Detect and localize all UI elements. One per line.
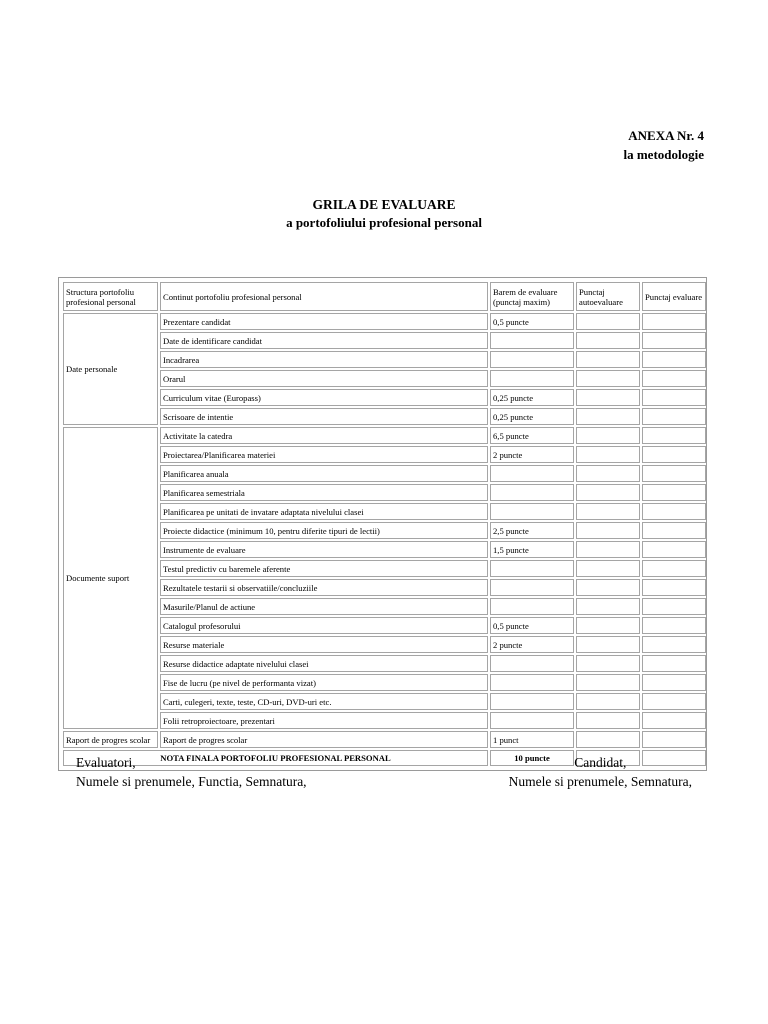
self-score-cell (576, 617, 640, 634)
candidate-label: Candidat, (574, 755, 627, 770)
barem-value: 0,25 puncte (490, 389, 574, 406)
eval-score-cell (642, 484, 706, 501)
table-row (63, 560, 706, 577)
table-header-row (63, 282, 706, 311)
eval-score-cell (642, 636, 706, 653)
eval-score-cell (642, 408, 706, 425)
content-item: Resurse materiale (160, 636, 488, 653)
self-score-cell (576, 465, 640, 482)
self-score-cell (576, 522, 640, 539)
self-score-cell (576, 370, 640, 387)
content-item: Proiectarea/Planificarea materiei (160, 446, 488, 463)
table-row (63, 408, 706, 425)
barem-value (490, 655, 574, 672)
table-row (63, 313, 706, 330)
barem-value: 0,5 puncte (490, 313, 574, 330)
eval-score-cell (642, 522, 706, 539)
table-row (63, 503, 706, 520)
barem-value: 1,5 puncte (490, 541, 574, 558)
barem-value (490, 503, 574, 520)
table-row (63, 693, 706, 710)
evaluators-fields: Numele si prenumele, Functia, Semnatura, (76, 774, 307, 789)
annex-number: ANEXA Nr. 4 (628, 128, 704, 143)
table-row (63, 351, 706, 368)
self-score-cell (576, 313, 640, 330)
self-score-cell (576, 560, 640, 577)
barem-value: 0,5 puncte (490, 617, 574, 634)
evaluators-signature-block (76, 753, 307, 791)
header-barem: Barem de evaluare (punctaj maxim) (490, 282, 574, 311)
title-line-1: GRILA DE EVALUARE (312, 197, 456, 212)
content-item: Folii retroproiectoare, prezentari (160, 712, 488, 729)
content-item: Planificarea pe unitati de invatare adaptata nivelului clasei (160, 503, 488, 520)
table-row (63, 465, 706, 482)
self-score-cell (576, 674, 640, 691)
document-title (0, 196, 768, 232)
barem-value (490, 579, 574, 596)
table-row (63, 598, 706, 615)
content-item: Scrisoare de intentie (160, 408, 488, 425)
barem-value (490, 674, 574, 691)
table-row (63, 332, 706, 349)
content-item: Planificarea semestriala (160, 484, 488, 501)
eval-score-cell (642, 693, 706, 710)
content-item: Prezentare candidat (160, 313, 488, 330)
barem-value: 0,25 puncte (490, 408, 574, 425)
self-score-cell (576, 598, 640, 615)
self-score-cell (576, 655, 640, 672)
self-score-cell (576, 351, 640, 368)
self-score-cell (576, 636, 640, 653)
content-item: Masurile/Planul de actiune (160, 598, 488, 615)
table-row (63, 370, 706, 387)
barem-value: 2 puncte (490, 446, 574, 463)
section-name: Date personale (63, 313, 158, 425)
content-item: Carti, culegeri, texte, teste, CD-uri, DVD-uri etc. (160, 693, 488, 710)
table-row (63, 446, 706, 463)
barem-value: 2,5 puncte (490, 522, 574, 539)
eval-score-cell (642, 674, 706, 691)
eval-score-cell (642, 541, 706, 558)
content-item: Instrumente de evaluare (160, 541, 488, 558)
barem-value (490, 332, 574, 349)
eval-score-cell (642, 731, 706, 748)
candidate-signature-block (509, 753, 692, 791)
table-row (63, 484, 706, 501)
barem-value (490, 712, 574, 729)
eval-score-cell (642, 598, 706, 615)
total-value: 10 puncte (490, 750, 574, 766)
section-name: Raport de progres scolar (63, 731, 158, 748)
self-score-cell (576, 731, 640, 748)
content-item: Testul predictiv cu baremele aferente (160, 560, 488, 577)
evaluation-table (61, 280, 708, 768)
eval-score-cell (642, 655, 706, 672)
content-item: Catalogul profesorului (160, 617, 488, 634)
self-score-cell (576, 712, 640, 729)
content-item: Resurse didactice adaptate nivelului clasei (160, 655, 488, 672)
annex-header (623, 126, 704, 164)
section-name: Documente suport (63, 427, 158, 729)
eval-score-cell (642, 370, 706, 387)
content-item: Incadrarea (160, 351, 488, 368)
table-row (63, 579, 706, 596)
barem-value (490, 465, 574, 482)
barem-value: 6,5 puncte (490, 427, 574, 444)
candidate-fields: Numele si prenumele, Semnatura, (508, 774, 692, 789)
barem-value (490, 560, 574, 577)
eval-score-cell (642, 351, 706, 368)
self-score-cell (576, 427, 640, 444)
barem-value: 1 punct (490, 731, 574, 748)
eval-score-cell (642, 712, 706, 729)
table-row (63, 541, 706, 558)
content-item: Fise de lucru (pe nivel de performanta vizat) (160, 674, 488, 691)
header-structure: Structura portofoliu profesional personal (63, 282, 158, 311)
eval-score-cell (642, 560, 706, 577)
annex-subtitle: la metodologie (623, 147, 704, 162)
barem-value (490, 370, 574, 387)
title-line-2: a portofoliului profesional personal (286, 215, 482, 230)
self-score-cell (576, 503, 640, 520)
content-item: Activitate la catedra (160, 427, 488, 444)
content-item: Proiecte didactice (minimum 10, pentru diferite tipuri de lectii) (160, 522, 488, 539)
total-label: NOTA FINALA PORTOFOLIU PROFESIONAL PERSONAL (63, 750, 488, 766)
self-score-cell (576, 389, 640, 406)
header-self-score: Punctaj autoevaluare (576, 282, 640, 311)
content-item: Rezultatele testarii si observatiile/concluziile (160, 579, 488, 596)
barem-value (490, 693, 574, 710)
content-item: Raport de progres scolar (160, 731, 488, 748)
content-item: Orarul (160, 370, 488, 387)
eval-score-cell (642, 503, 706, 520)
eval-score-cell (642, 617, 706, 634)
header-eval-score: Punctaj evaluare (642, 282, 706, 311)
eval-score-cell (642, 332, 706, 349)
eval-score-cell (642, 427, 706, 444)
eval-score-cell (642, 313, 706, 330)
self-score-cell (576, 541, 640, 558)
table-row (63, 427, 706, 444)
self-score-cell (576, 408, 640, 425)
self-score-cell (576, 693, 640, 710)
content-item: Date de identificare candidat (160, 332, 488, 349)
table-row (63, 617, 706, 634)
table-row (63, 522, 706, 539)
barem-value: 2 puncte (490, 636, 574, 653)
self-score-cell (576, 484, 640, 501)
content-item: Curriculum vitae (Europass) (160, 389, 488, 406)
self-score-cell (576, 579, 640, 596)
header-content: Continut portofoliu profesional personal (160, 282, 488, 311)
eval-score-cell (642, 446, 706, 463)
evaluators-label: Evaluatori, (76, 755, 136, 770)
evaluation-grid (58, 277, 707, 771)
eval-score-cell (642, 465, 706, 482)
eval-score-cell (642, 389, 706, 406)
self-score-cell (576, 332, 640, 349)
barem-value (490, 598, 574, 615)
table-row (63, 712, 706, 729)
self-score-cell (576, 446, 640, 463)
table-row (63, 389, 706, 406)
barem-value (490, 351, 574, 368)
content-item: Planificarea anuala (160, 465, 488, 482)
table-row (63, 636, 706, 653)
barem-value (490, 484, 574, 501)
table-row (63, 655, 706, 672)
eval-score-cell (642, 579, 706, 596)
table-row (63, 674, 706, 691)
table-row (63, 731, 706, 748)
